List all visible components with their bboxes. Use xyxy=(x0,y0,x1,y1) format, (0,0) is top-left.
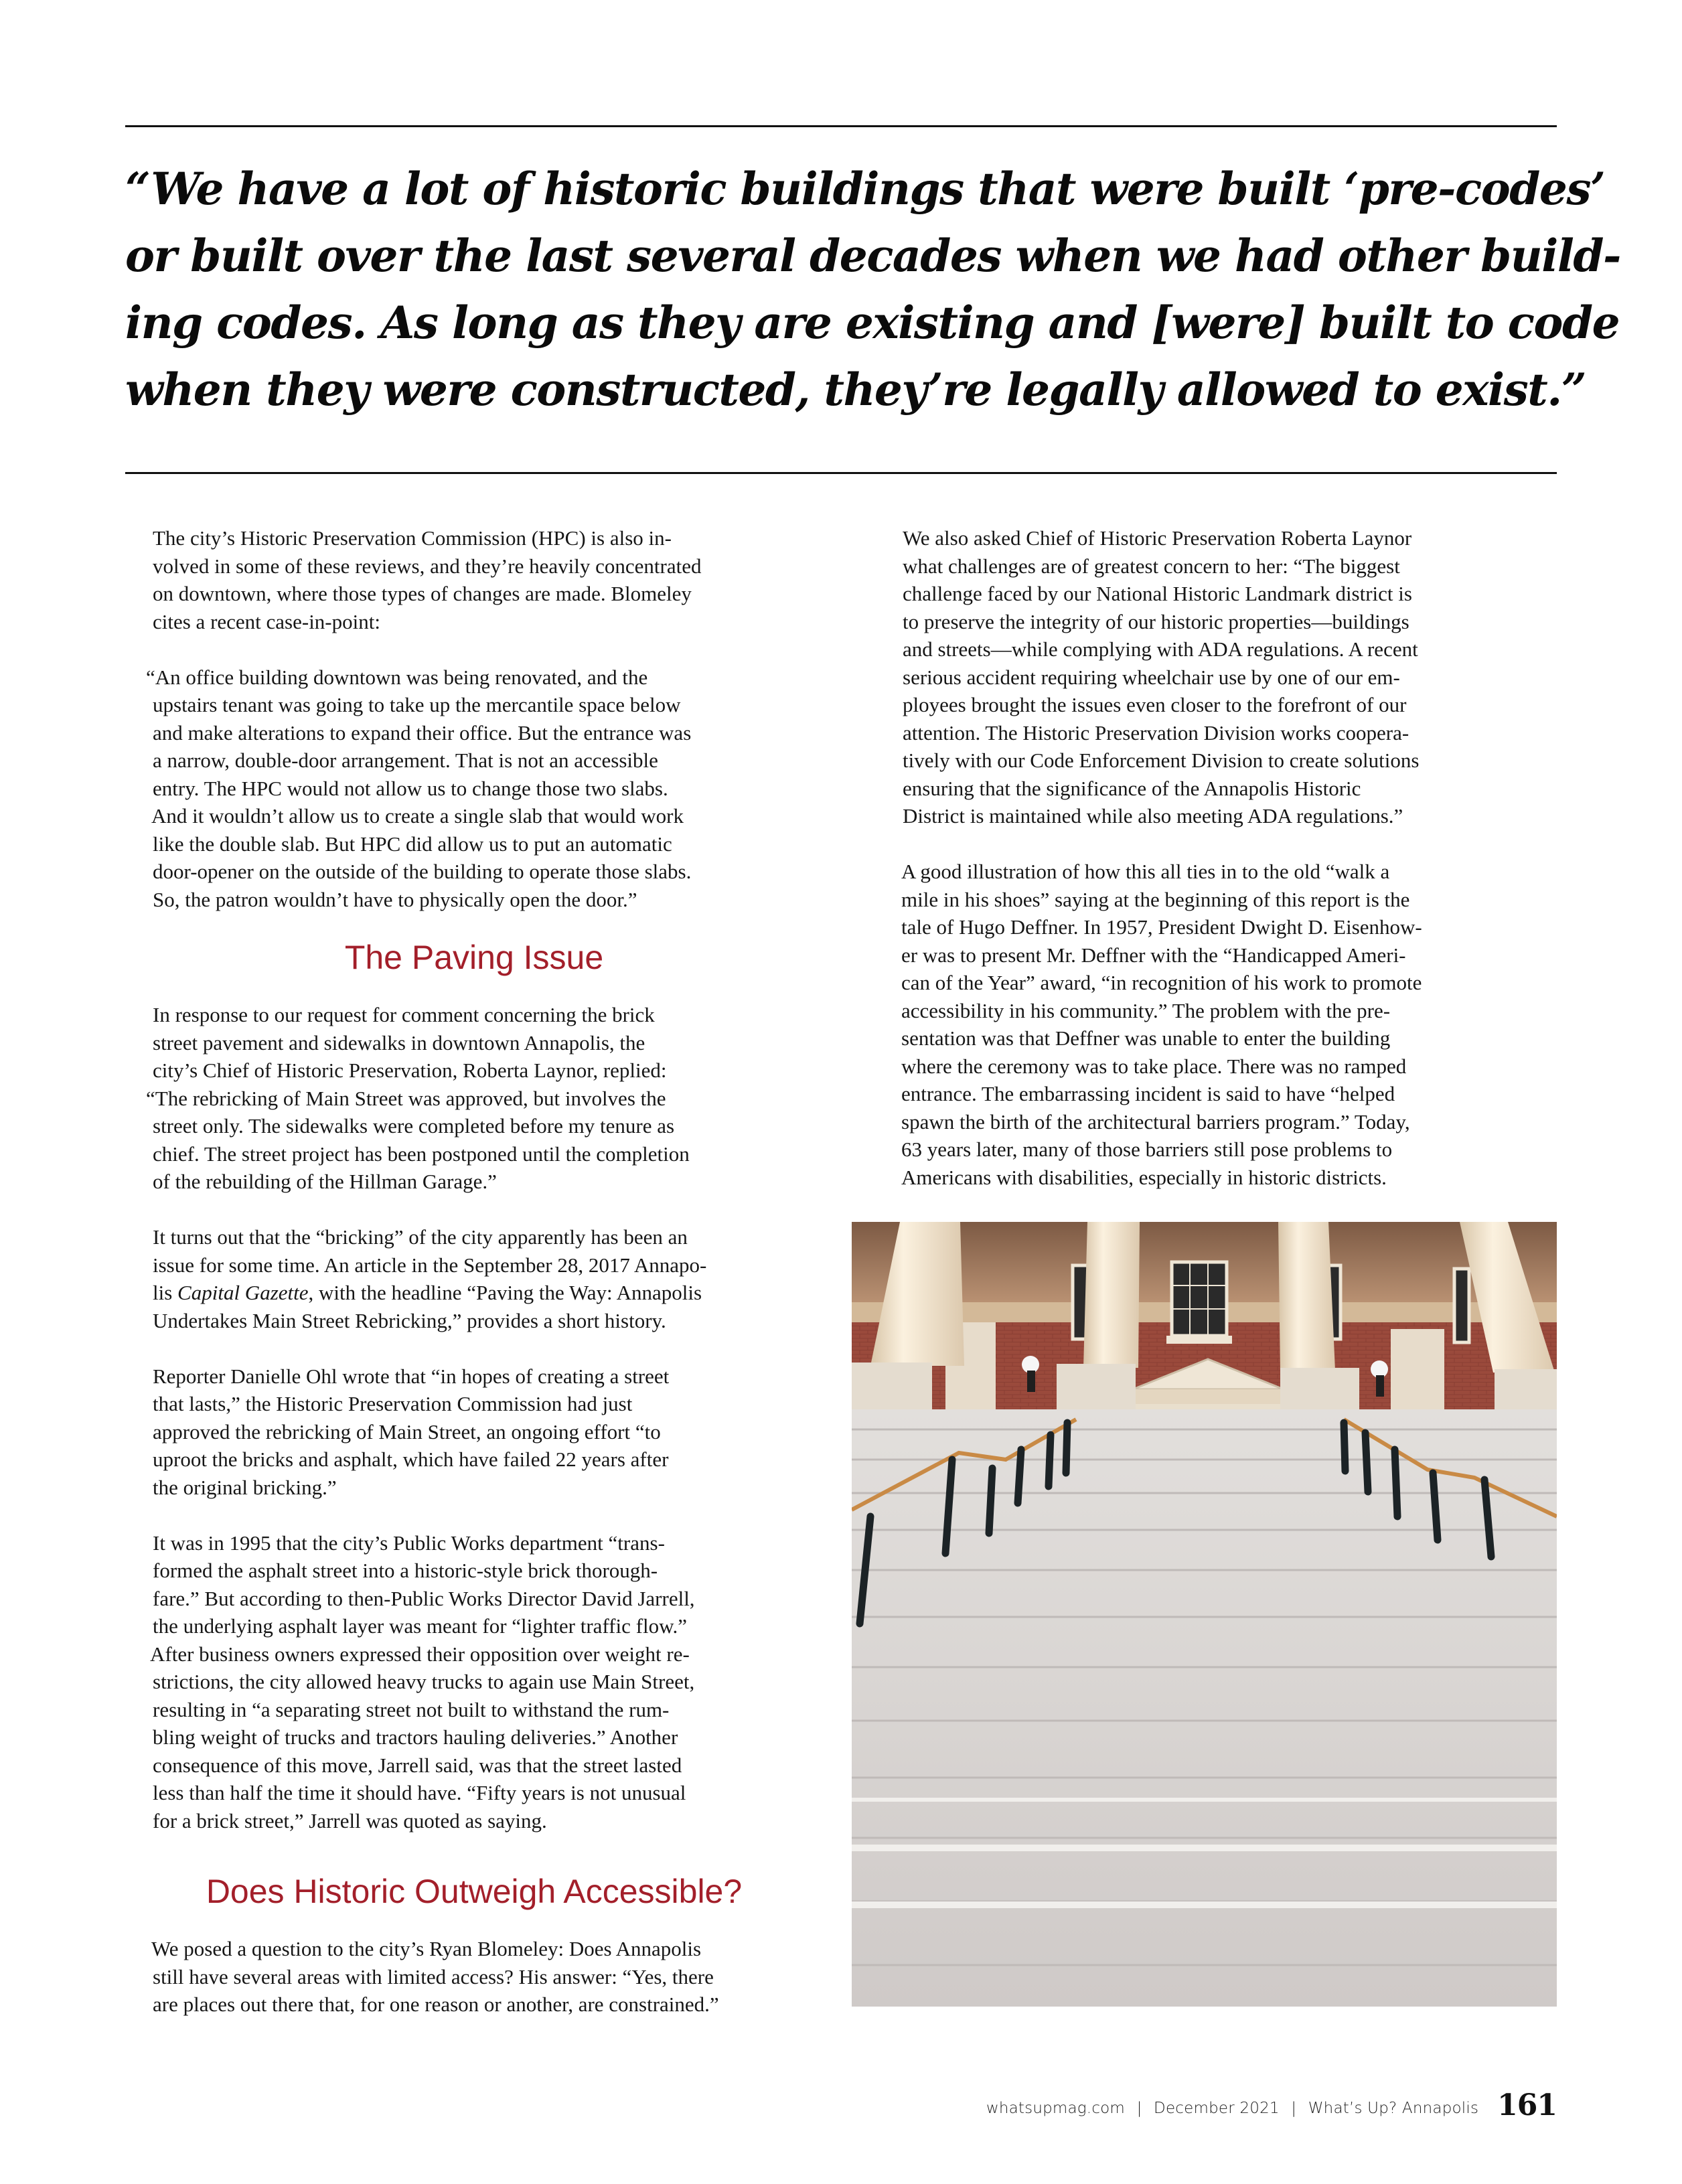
pull-quote-line: “We have a lot of historic buildings that were built ‘pre-codes’ xyxy=(125,163,1605,215)
text-line: 63 years later, many of those barriers still pose problems to xyxy=(901,1138,1393,1161)
paragraph-reporter-ohl xyxy=(153,1362,795,1502)
text-line: consequence of this move, Jarrell said, was that the street lasted xyxy=(153,1753,682,1777)
text-line: challenge faced by our National Historic Landmark district is xyxy=(903,582,1412,605)
footer-separator: | xyxy=(1291,2100,1297,2117)
text-line: formed the asphalt street into a historic-style brick thorough- xyxy=(153,1559,658,1582)
text-line: still have several areas with limited access? His answer: “Yes, there xyxy=(153,1964,714,1988)
section-heading-paving-issue: The Paving Issue xyxy=(344,939,604,976)
text-line: serious accident requiring wheelchair use by one of our em- xyxy=(903,665,1400,689)
text-line: like the double slab. But HPC did allow us to put an automatic xyxy=(153,832,672,856)
pull-quote xyxy=(125,155,1620,423)
text-line: We posed a question to the city’s Ryan Blomeley: Does Annapolis xyxy=(151,1937,702,1960)
text-line: “An office building downtown was being renovated, and the xyxy=(146,665,648,689)
text-line: strictions, the city allowed heavy trucks to again use Main Street, xyxy=(153,1670,695,1693)
text-line: issue for some time. An article in the September 28, 2017 Annapo- xyxy=(153,1253,707,1277)
pull-quote-line: when they were constructed, they’re legally allowed to exist.” xyxy=(125,364,1586,416)
paragraph-public-works-1995 xyxy=(150,1529,795,1835)
text-line: entrance. The embarrassing incident is said to have “helped xyxy=(901,1082,1395,1105)
paragraph-blomeley-question xyxy=(151,1935,808,2019)
text-line: where the ceremony was to take place. There was no ramped xyxy=(901,1054,1407,1078)
footer-credit xyxy=(986,2100,1478,2122)
text-line: accessibility in his community.” The problem with the pre- xyxy=(901,998,1391,1022)
text-fragment: , with the headline “Paving the Way: Annapolis xyxy=(308,1281,702,1304)
text-line: what challenges are of greatest concern to her: “The biggest xyxy=(903,554,1400,578)
text-line xyxy=(153,1279,795,1307)
text-line: and streets—while complying with ADA regulations. A recent xyxy=(903,637,1418,661)
building-steps-photo xyxy=(852,1222,1557,2007)
text-line: The city’s Historic Preservation Commission (HPC) is also in- xyxy=(153,526,672,550)
text-line: Americans with disabilities, especially in historic districts. xyxy=(901,1165,1387,1189)
text-line: chief. The street project has been postponed until the completion xyxy=(153,1142,690,1166)
paragraph-bricking-history xyxy=(153,1223,795,1334)
text-line: spawn the birth of the architectural barriers program.” Today, xyxy=(901,1109,1410,1134)
page-footer xyxy=(986,2082,1557,2122)
text-fragment: lis xyxy=(153,1281,178,1304)
building-illustration xyxy=(852,1222,1557,2007)
text-line: ployees brought the issues even closer to the forefront of our xyxy=(903,693,1407,716)
text-line: to preserve the integrity of our historic properties—buildings xyxy=(903,609,1409,633)
pull-quote-line: or built over the last several decades when we had other build- xyxy=(125,230,1620,282)
footer-separator: | xyxy=(1136,2100,1142,2117)
top-rule xyxy=(125,125,1557,127)
text-line: fare.” But according to then-Public Works Director David Jarrell, xyxy=(153,1586,695,1610)
left-column-closing xyxy=(151,1935,808,2019)
footer-site: whatsupmag.com xyxy=(986,2100,1126,2117)
text-line: a narrow, double-door arrangement. That is not an accessible xyxy=(153,749,658,772)
text-line: that lasts,” the Historic Preservation Commission had just xyxy=(153,1392,633,1415)
footer-issue: December 2021 xyxy=(1154,2100,1280,2117)
page-number: 161 xyxy=(1497,2088,1557,2122)
text-line: door-opener on the outside of the building to operate those slabs. xyxy=(153,860,692,883)
text-line: tively with our Code Enforcement Division to create solutions xyxy=(903,749,1420,772)
text-line: cites a recent case-in-point: xyxy=(153,609,380,633)
section-heading-historic-vs-accessible: Does Historic Outweigh Accessible? xyxy=(206,1873,743,1910)
paragraph-hugo-deffner xyxy=(893,858,1536,1191)
text-line: entry. The HPC would not allow us to change those two slabs. xyxy=(153,776,668,800)
text-line: less than half the time it should have. “Fifty years is not unusual xyxy=(153,1781,686,1804)
text-line: sentation was that Deffner was unable to enter the building xyxy=(901,1026,1391,1050)
text-line: and make alterations to expand their office. But the entrance was xyxy=(153,720,692,745)
paragraph-paving-response xyxy=(146,1001,795,1196)
text-line: are places out there that, for one reason or another, are constrained.” xyxy=(153,1993,719,2016)
text-line: approved the rebricking of Main Street, an ongoing effort “to xyxy=(153,1419,661,1444)
text-line: bling weight of trucks and tractors hauling deliveries.” Another xyxy=(153,1725,678,1749)
footer-publication: What’s Up? Annapolis xyxy=(1308,2100,1479,2117)
text-line: attention. The Historic Preservation Division works coopera- xyxy=(903,720,1409,745)
left-column xyxy=(146,524,795,913)
text-line: uproot the bricks and asphalt, which have failed 22 years after xyxy=(153,1448,669,1471)
paragraph-office-quote xyxy=(146,664,795,914)
right-column xyxy=(893,524,1536,1191)
paragraph-laynor-challenges xyxy=(893,524,1536,830)
text-line: on downtown, where those types of changes are made. Blomeley xyxy=(153,582,692,605)
text-line: Undertakes Main Street Rebricking,” provides a short history. xyxy=(153,1308,666,1332)
text-line: volved in some of these reviews, and they’re heavily concentrated xyxy=(153,554,702,578)
pull-quote-line: ing codes. As long as they are existing and [were] built to code xyxy=(125,297,1620,349)
text-line: the underlying asphalt layer was meant for “lighter traffic flow.” xyxy=(153,1614,687,1638)
text-line: upstairs tenant was going to take up the mercantile space below xyxy=(153,693,681,716)
text-line: the original bricking.” xyxy=(153,1475,337,1499)
text-line: District is maintained while also meeting ADA regulations.” xyxy=(903,804,1403,828)
text-line: It turns out that the “bricking” of the city apparently has been an xyxy=(153,1225,688,1249)
text-line: street pavement and sidewalks in downtown Annapolis, the xyxy=(153,1030,645,1055)
text-line: Reporter Danielle Ohl wrote that “in hopes of creating a street xyxy=(153,1364,670,1388)
text-line: tale of Hugo Deffner. In 1957, President Dwight D. Eisenhow- xyxy=(901,915,1422,939)
text-line: And it wouldn’t allow us to create a single slab that would work xyxy=(151,804,684,828)
text-line: “The rebricking of Main Street was approved, but involves the xyxy=(146,1086,666,1110)
text-line: er was to present Mr. Deffner with the “Handicapped Ameri- xyxy=(901,943,1406,967)
left-column-paving xyxy=(146,1001,795,1835)
text-line: So, the patron wouldn’t have to physically open the door.” xyxy=(153,887,637,911)
text-line: A good illustration of how this all ties in to the old “walk a xyxy=(901,860,1390,883)
text-line: can of the Year” award, “in recognition of his work to promote xyxy=(901,971,1422,994)
text-line: resulting in “a separating street not built to withstand the rum- xyxy=(153,1697,670,1721)
text-line: ensuring that the significance of the Annapolis Historic xyxy=(903,776,1361,800)
publication-title: Capital Gazette xyxy=(177,1281,309,1304)
text-line: street only. The sidewalks were completed before my tenure as xyxy=(153,1114,675,1138)
text-line: mile in his shoes” saying at the beginning of this report is the xyxy=(901,887,1410,911)
text-line: city’s Chief of Historic Preservation, Roberta Laynor, replied: xyxy=(153,1059,667,1082)
text-line: of the rebuilding of the Hillman Garage.” xyxy=(153,1170,497,1193)
pull-quote-bottom-rule xyxy=(125,472,1557,474)
text-line: We also asked Chief of Historic Preservation Roberta Laynor xyxy=(903,526,1412,550)
text-line: It was in 1995 that the city’s Public Works department “trans- xyxy=(153,1531,665,1555)
text-line: After business owners expressed their opposition over weight re- xyxy=(150,1642,690,1666)
paragraph-hpc-intro xyxy=(153,524,795,635)
text-line: for a brick street,” Jarrell was quoted as saying. xyxy=(153,1808,547,1832)
text-line: In response to our request for comment concerning the brick xyxy=(153,1003,655,1026)
